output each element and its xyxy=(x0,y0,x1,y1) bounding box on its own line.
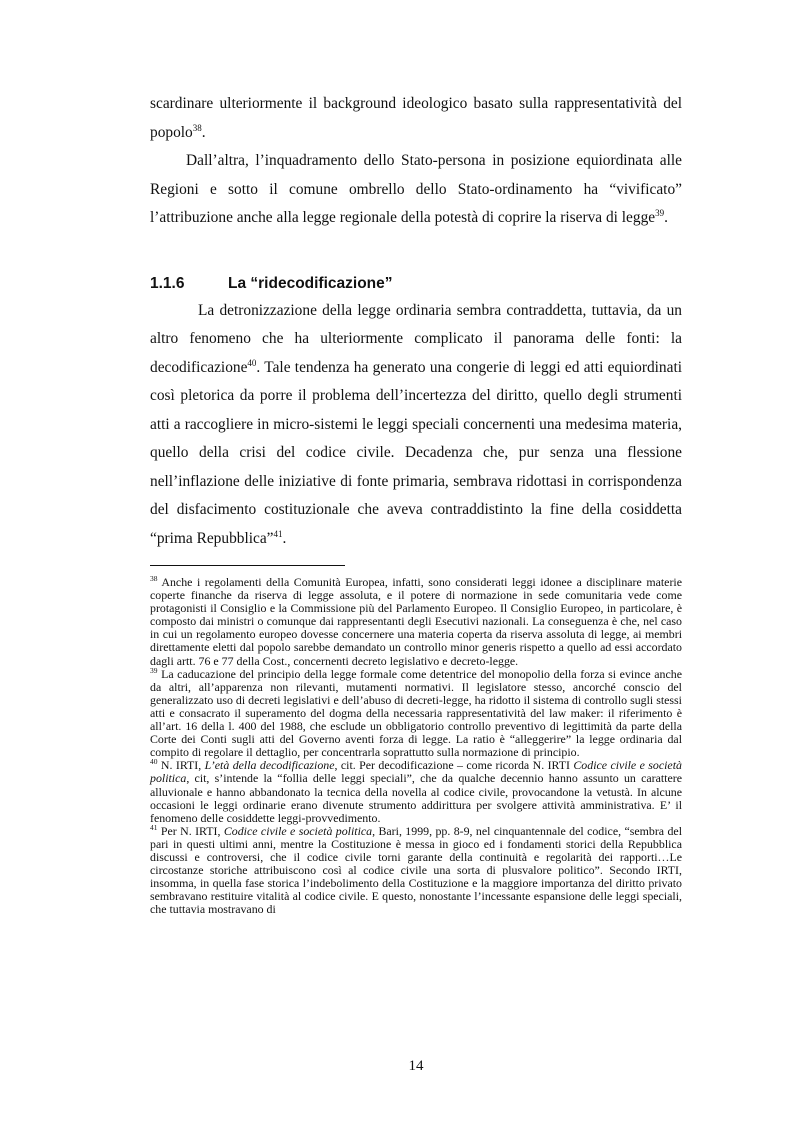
footnote-ref-39[interactable]: 39 xyxy=(655,207,665,218)
body-paragraph-1: scardinare ulteriormente il background ideologico basato sulla rappresentatività del popolo$^{38}$. xyxy=(150,95,682,141)
footnote-38: $^{38}$ Anche i regolamenti della Comunità Europea, infatti, sono considerati leggi idonee a disciplinare materie coperte finanche da riserva di legge assoluta, e il potere di normazione in sede comunitaria vede come protagonisti il Consiglio e la Commissione più del Parlamento Europeo. Il Consiglio Europeo, in particolare, è composto dai ministri o comunque dai rappresentanti degli Esecutivi nazionali. La conseguenza è che, nel caso in cui un regolamento europeo dovesse concernere una materia coperta da riserva assoluta di legge, ai membri direttamente eletti dal popolo sarebbe demandato un controllo minor generis rispetto a quello ad essi accordato dagli artt. 76 e 77 della Cost., concernenti decreto legislativo e decreto-legge. xyxy=(150,574,682,668)
section-title: La “ridecodificazione” xyxy=(228,274,393,292)
footnotes xyxy=(150,576,682,916)
body-paragraph-3: La detronizzazione della legge ordinaria sembra contraddetta, tuttavia, da un altro fenomeno che ha ulteriormente complicato il panorama delle fonti: la decodificazione$^{40}$. Tale tendenza ha generato una congerie di leggi ed atti equiordinati così pletorica da porre il problema dell’incertezza del diritto, quello degli strumenti atti a raccogliere in micro-sistemi le leggi speciali concernenti una medesima materia, quello della crisi del codice civile. Decadenza che, pur senza una flessione nell’inflazione delle iniziative di fonte primaria, sembrava ridottasi in corrispondenza del disfacimento costituzionale che aveva contraddistinto la fine della cosiddetta “prima Repubblica”$^{41}$. xyxy=(150,301,682,547)
section-heading xyxy=(150,274,682,294)
page-number: 14 xyxy=(408,1058,424,1074)
body-paragraph-2: Dall’altra, l’inquadramento dello Stato-persona in posizione equiordinata alle Regioni e sotto il comune ombrello dello Stato-ordinamento ha “vivificato” l’attribuzione anche alla legge regionale della potestà di coprire la riserva di legge$^{39}$. xyxy=(150,152,682,226)
footnote-ref-41[interactable]: 41 xyxy=(273,528,283,539)
section-number: 1.1.6 xyxy=(150,274,185,292)
footnote-41: $^{41}$ Per N. IRTI, Codice civile e società politica, Bari, 1999, pp. 8-9, nel cinquantennale del codice, “sembra del pari in questi ultimi anni, mentre la Costituzione è messa in gioco ed i fondamenti storici della Repubblica discussi e controversi, che il codice civile torni garante della continuità e regolarità dei rapporti…Le circostanze storiche attribuiscono così al codice civile una sorta di plusvalore politico”. Secondo IRTI, insomma, in quella fase storica l’indebolimento della Costituzione e la maggiore importanza del diritto privato sembravano restituire vitalità al codice civile. E questo, nonostante l’incessante espansione delle leggi speciali, che tuttavia mostravano di xyxy=(150,822,682,917)
footnote-40: $^{40}$ N. IRTI, L’età della decodificazione, cit. Per decodificazione – come ricorda N. IRTI Codice civile e società politica, cit, s’intende la “follia delle leggi speciali”, che da qualche decennio hanno assunto un carattere alluvionale e hanno abbandonato la tecnica della novella al codice civile, provocandone la vetustà. In alcune occasioni le leggi ordinarie erano divenute strumento addirittura per svolgere attività amministrativa. E’ il fenomeno delle cosiddette leggi-provvedimento. xyxy=(150,757,682,825)
page-content xyxy=(150,90,682,916)
footnote-ref-38[interactable]: 38 xyxy=(192,122,202,133)
footnote-39: $^{39}$ La caducazione del principio della legge formale come detentrice del monopolio della forza si evince anche da altri, all’apparenza non rilevanti, mutamenti normativi. Il legislatore stesso, ancorché conscio del generalizzato uso di decreti legislativi e dell’abuso di decreti-legge, ha ridotto il sistema di controllo sugli stessi atti e consacrato il superamento del dogma della necessaria rappresentatività del law maker: il riferimento è all’art. 16 della l. 400 del 1988, che esclude un obbligatorio controllo preventivo di legittimità da parte della Corte dei Conti sugli atti del Governo aventi forza di legge. La ratio è “alleggerire” la legge ordinaria dal compito di regolare il dettaglio, per concentrarla soprattutto sulla normazione di principio. xyxy=(150,665,682,760)
footnote-separator xyxy=(150,565,345,566)
footnote-ref-40[interactable]: 40 xyxy=(247,357,257,368)
